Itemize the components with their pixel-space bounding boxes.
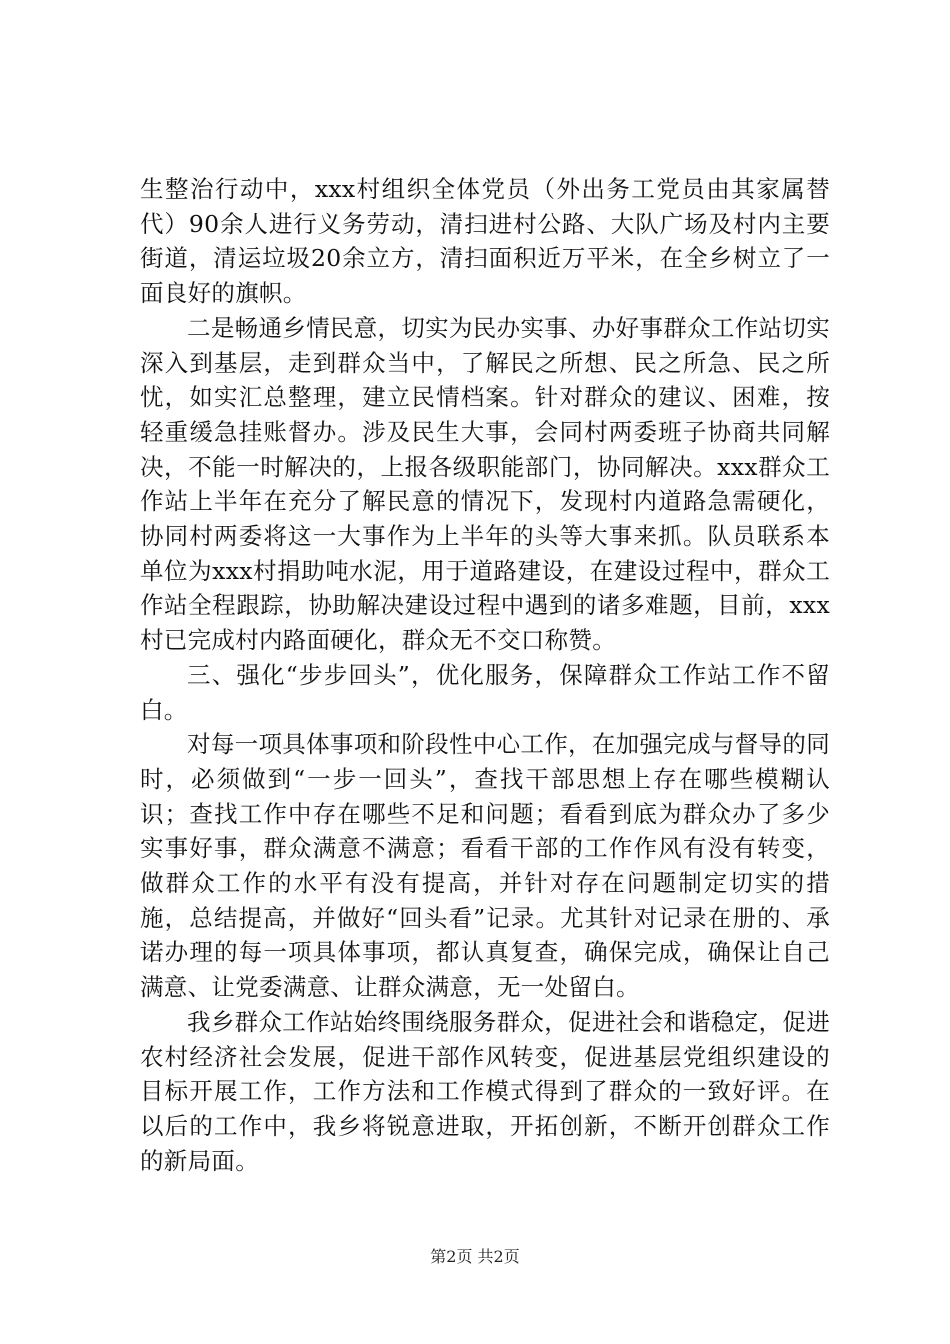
page-number-footer: 第2页 共2页: [430, 1247, 520, 1266]
document-body: [140, 172, 830, 1178]
paragraph-4: 对每一项具体事项和阶段性中心工作，在加强完成与督导的同时，必须做到“一步一回头”，查找干部思想上存在哪些模糊认识；查找工作中存在哪些不足和问题；看看到底为群众办了多少实事好事，群众满意不满意；看看干部的工作作风有没有转变，做群众工作的水平有没有提高，并针对存在问题制定切实的措施，总结提高，并做好“回头看”记录。尤其针对记录在册的、承诺办理的每一项具体事项，都认真复查，确保完成，确保让自己满意、让党委满意、让群众满意，无一处留白。: [140, 730, 830, 1002]
paragraph-2: 二是畅通乡情民意，切实为民办实事、办好事群众工作站切实深入到基层，走到群众当中，了解民之所想、民之所急、民之所忧，如实汇总整理，建立民情档案。针对群众的建议、困难，按轻重缓急挂账督办。涉及民生大事，会同村两委班子协商共同解决，不能一时解决的，上报各级职能部门，协同解决。xxx群众工作站上半年在充分了解民意的情况下，发现村内道路急需硬化，协同村两委将这一大事作为上半年的头等大事来抓。队员联系本单位为xxx村捐助吨水泥，用于道路建设，在建设过程中，群众工作站全程跟踪，协助解决建设过程中遇到的诸多难题，目前，xxx村已完成村内路面硬化，群众无不交口称赞。: [140, 313, 830, 655]
paragraph-5: 我乡群众工作站始终围绕服务群众，促进社会和谐稳定，促进农村经济社会发展，促进干部作风转变，促进基层党组织建设的目标开展工作，工作方法和工作模式得到了群众的一致好评。在以后的工作中，我乡将锐意进取，开拓创新，不断开创群众工作的新局面。: [140, 1007, 830, 1175]
section-heading-3: 三、强化“步步回头”，优化服务，保障群众工作站工作不留白。: [140, 660, 830, 724]
paragraph-1: 生整治行动中，xxx村组织全体党员（外出务工党员由其家属替代）90余人进行义务劳动，清扫进村公路、大队广场及村内主要街道，清运垃圾20余立方，清扫面积近万平米，在全乡树立了一面良好的旗帜。: [140, 175, 830, 308]
